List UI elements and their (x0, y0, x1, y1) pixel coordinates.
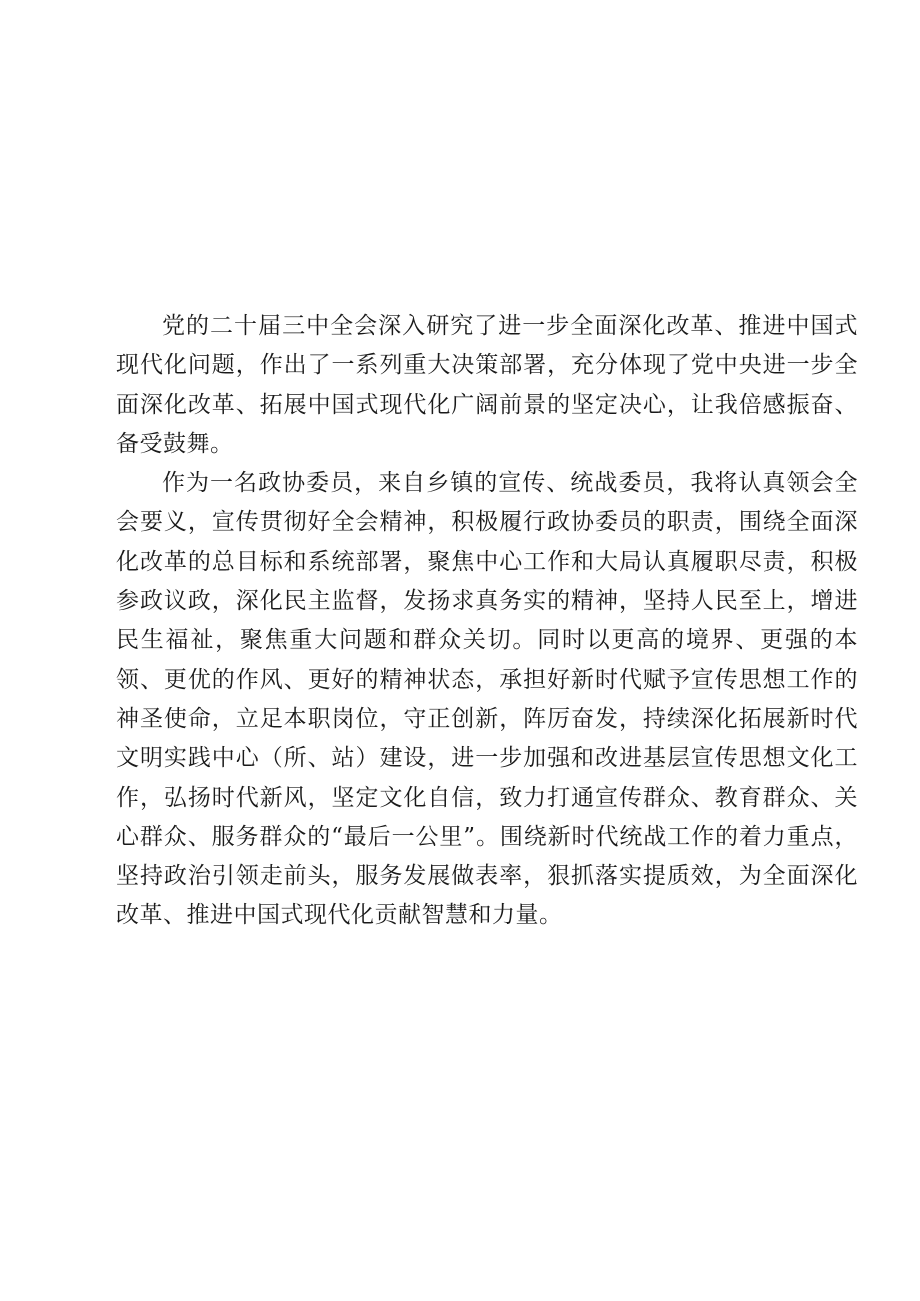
paragraph-2: 作为一名政协委员，来自乡镇的宣传、统战委员，我将认真领会全会要义，宣传贯彻好全会精神，积极履行政协委员的职责，围绕全面深化改革的总目标和系统部署，聚焦中心工作和大局认真履职尽责，积极参政议政，深化民主监督，发扬求真务实的精神，坚持人民至上，增进民生福祉，聚焦重大问题和群众关切。同时以更高的境界、更强的本领、更优的作风、更好的精神状态，承担好新时代赋予宣传思想工作的神圣使命，立足本职岗位，守正创新，阵厉奋发，持续深化拓展新时代文明实践中心（所、站）建设，进一步加强和改进基层宣传思想文化工作，弘扬时代新风，坚定文化自信，致力打通宣传群众、教育群众、关心群众、服务群众的“最后一公里”。围绕新时代统战工作的着力重点，坚持政治引领走前头，服务发展做表率，狠抓落实提质效，为全面深化改革、推进中国式现代化贡献智慧和力量。 (116, 470, 858, 929)
paragraph-1: 党的二十届三中全会深入研究了进一步全面深化改革、推进中国式现代化问题，作出了一系列重大决策部署，充分体现了党中央进一步全面深化改革、拓展中国式现代化广阔前景的坚定决心，让我倍感振奋、备受鼓舞。 (116, 313, 858, 457)
document-body (116, 307, 858, 936)
